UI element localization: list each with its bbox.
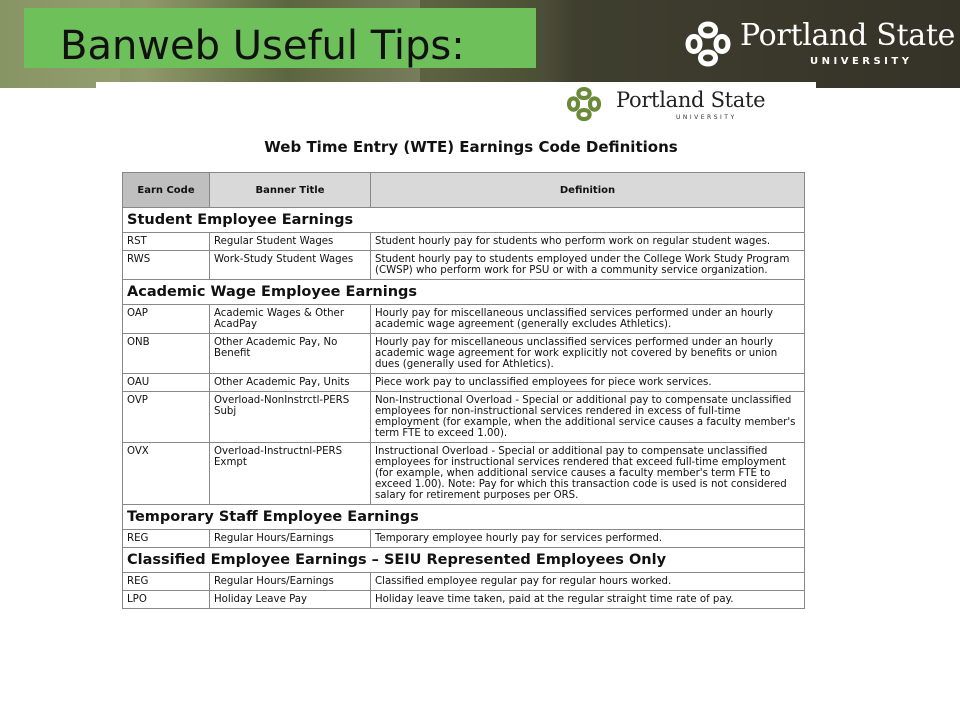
earn-code: REG [123, 573, 210, 591]
earn-code: ONB [123, 334, 210, 374]
section-row [123, 505, 805, 530]
section-row [123, 280, 805, 305]
table-row [123, 573, 805, 591]
definition: Classified employee regular pay for regular hours worked. [371, 573, 805, 591]
earn-code: OVP [123, 392, 210, 443]
table-header-row [123, 173, 805, 208]
definition: Piece work pay to unclassified employees for piece work services. [371, 374, 805, 392]
table-row [123, 374, 805, 392]
earn-code: RST [123, 233, 210, 251]
definition: Instructional Overload - Special or additional pay to compensate unclassified employees for instructional services rendered that exceed full-time employment (for example, when additional service causes a faculty member's term FTE to exceed 1.00). Note: Pay for which this transaction code is used is not considered salary for retirement purposes per ORS. [371, 443, 805, 505]
earn-code: OVX [123, 443, 210, 505]
column-header-earn-code: Earn Code [123, 173, 210, 208]
banner-title: Work-Study Student Wages [210, 251, 371, 280]
banner-title: Overload-NonInstrctl-PERS Subj [210, 392, 371, 443]
psu-logo-mark-icon [684, 20, 732, 68]
section-title: Temporary Staff Employee Earnings [123, 505, 805, 530]
column-header-banner-title: Banner Title [210, 173, 371, 208]
document-title: Web Time Entry (WTE) Earnings Code Definitions [264, 138, 678, 156]
definition: Hourly pay for miscellaneous unclassified services performed under an hourly academic wage agreement (generally excludes Athletics). [371, 305, 805, 334]
banner-title: Other Academic Pay, No Benefit [210, 334, 371, 374]
banner-title: Regular Hours/Earnings [210, 530, 371, 548]
document-logo-subtitle: UNIVERSITY [676, 114, 737, 121]
definition: Student hourly pay for students who perform work on regular student wages. [371, 233, 805, 251]
earn-code: REG [123, 530, 210, 548]
section-title: Academic Wage Employee Earnings [123, 280, 805, 305]
definition: Student hourly pay to students employed under the College Work Study Program (CWSP) who perform work for PSU or with a community service organization. [371, 251, 805, 280]
table-row [123, 530, 805, 548]
earnings-code-table [122, 172, 805, 609]
section-row [123, 208, 805, 233]
section-title: Student Employee Earnings [123, 208, 805, 233]
banner-title: Holiday Leave Pay [210, 591, 371, 609]
table-row [123, 443, 805, 505]
section-row [123, 548, 805, 573]
definition: Non-Instructional Overload - Special or additional pay to compensate unclassified employees for non-instructional services rendered in excess of full-time employment (for example, when the additional service causes a faculty member's term FTE to exceed 1.00). [371, 392, 805, 443]
document-logo-name: Portland State [616, 88, 766, 112]
document-image [96, 82, 816, 680]
logo-name: Portland State [740, 18, 956, 53]
banner-title: Other Academic Pay, Units [210, 374, 371, 392]
table-row [123, 392, 805, 443]
earn-code: OAU [123, 374, 210, 392]
definition: Hourly pay for miscellaneous unclassified services performed under an hourly academic wage agreement for work explicitly not covered by benefits or union dues (generally used for Athletics). [371, 334, 805, 374]
section-title: Classified Employee Earnings – SEIU Represented Employees Only [123, 548, 805, 573]
definition: Holiday leave time taken, paid at the regular straight time rate of pay. [371, 591, 805, 609]
earn-code: OAP [123, 305, 210, 334]
logo-subtitle: UNIVERSITY [810, 56, 913, 67]
definition: Temporary employee hourly pay for services performed. [371, 530, 805, 548]
table-row [123, 591, 805, 609]
banner-title: Overload-Instructnl-PERS Exmpt [210, 443, 371, 505]
earn-code: LPO [123, 591, 210, 609]
document-logo [564, 86, 794, 124]
table-row [123, 251, 805, 280]
slide-title: Banweb Useful Tips: [60, 23, 465, 69]
banner-title: Regular Hours/Earnings [210, 573, 371, 591]
university-logo [684, 18, 954, 74]
earn-code: RWS [123, 251, 210, 280]
psu-logo-mark-icon [564, 86, 604, 122]
table-row [123, 334, 805, 374]
slide-title-box [24, 8, 536, 68]
banner-title: Academic Wages & Other AcadPay [210, 305, 371, 334]
column-header-definition: Definition [371, 173, 805, 208]
banner-title: Regular Student Wages [210, 233, 371, 251]
table-row [123, 305, 805, 334]
table-row [123, 233, 805, 251]
